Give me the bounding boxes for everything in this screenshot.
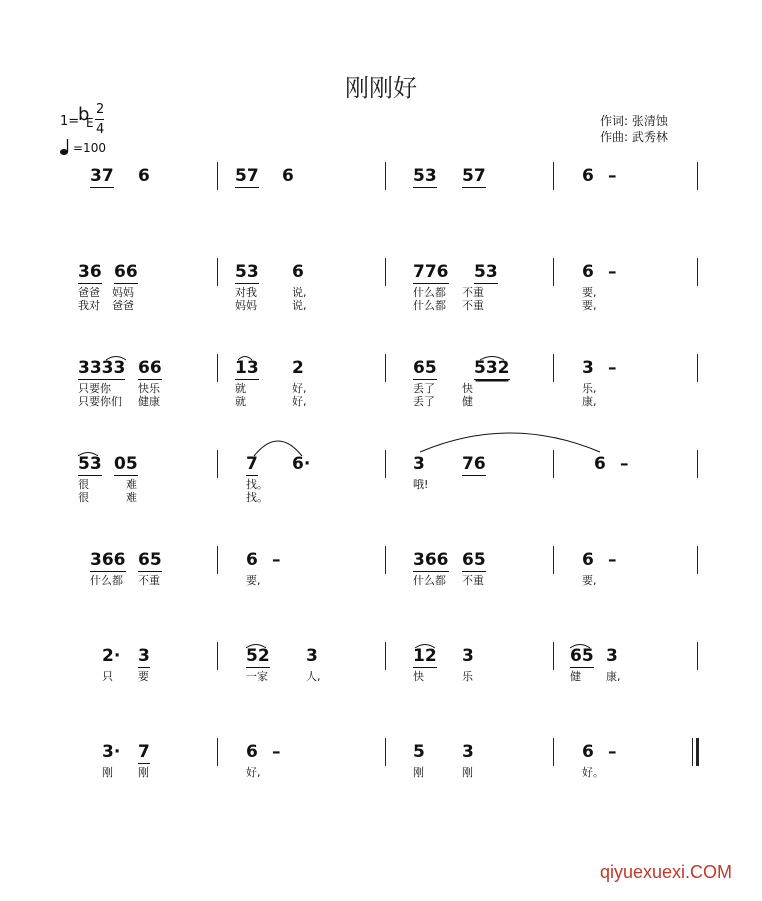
key-name: E (86, 116, 94, 130)
lyric-word: 刚 (138, 766, 149, 779)
lyric-word: 说, (292, 299, 307, 312)
note: 6 (594, 454, 606, 474)
flat-symbol: b (78, 104, 90, 125)
song-title: 刚刚好 (345, 74, 417, 102)
tie-row6-m3 (415, 645, 435, 649)
note: 366 (413, 550, 449, 570)
lyric-word: 什么都 (413, 286, 446, 299)
note: 53 (235, 262, 259, 282)
lyric-word: 乐 (462, 670, 473, 683)
lyricist-credit: 作词: 张清蚀 (600, 114, 668, 128)
lyric-word: 就 (235, 382, 246, 395)
note: 6 (582, 166, 594, 186)
lyric-word: 难 (126, 491, 137, 504)
note: 6 (282, 166, 294, 186)
lyric-word: 不重 (138, 574, 160, 587)
tie-row3-m3 (480, 357, 504, 361)
slur-row4-m3-m4 (420, 433, 600, 452)
lyric-word: 好, (292, 395, 307, 408)
lyric-word: 丢了 (413, 395, 435, 408)
note: 65 (413, 358, 437, 378)
key-prefix: 1= (60, 114, 80, 129)
lyric-word: 健康 (138, 395, 160, 408)
note: – (620, 454, 629, 474)
lyric-word: 不重 (462, 286, 484, 299)
slur-row4-m2 (254, 441, 302, 456)
note: – (608, 166, 617, 186)
note: – (608, 262, 617, 282)
note: 5 (413, 742, 425, 762)
note: 12 (413, 646, 437, 666)
note: 13 (235, 358, 259, 378)
tie-row6-m2 (246, 645, 266, 649)
note: 6· (292, 454, 311, 474)
lyric-word: 我对 (78, 299, 100, 312)
note: – (272, 550, 281, 570)
lyric-word: 丢了 (413, 382, 435, 395)
tie-row4-m1 (78, 453, 98, 457)
lyric-word: 刚 (413, 766, 424, 779)
tempo-marking: =100 (73, 141, 106, 155)
lyric-word: 不重 (462, 299, 484, 312)
watermark: qiyuexuexi.COM (599, 862, 732, 882)
note: 65 (462, 550, 486, 570)
lyric-word: 妈妈 (112, 286, 134, 299)
note: 6 (582, 262, 594, 282)
lyric-word: 对我 (235, 286, 257, 299)
lyric-word: 康, (606, 670, 621, 683)
note: – (608, 742, 617, 762)
note: 3333 (78, 358, 126, 378)
lyric-word: 健 (570, 670, 581, 683)
lyric-word: 一家 (246, 670, 268, 683)
note: 66 (114, 262, 138, 282)
lyric-word: 找。 (246, 491, 268, 504)
note: 57 (235, 166, 259, 186)
lyric-word: 要, (246, 574, 261, 587)
note: 7 (138, 742, 150, 762)
note: 3 (138, 646, 150, 666)
lyric-word: 什么都 (413, 574, 446, 587)
note: 37 (90, 166, 114, 186)
note: 3 (462, 646, 474, 666)
note: 3 (462, 742, 474, 762)
composer-credit: 作曲: 武秀林 (600, 130, 668, 144)
lyric-word: 什么都 (413, 299, 446, 312)
note: 2· (102, 646, 121, 666)
tie-row3-m2 (238, 357, 252, 361)
lyric-word: 快 (413, 670, 424, 683)
note: 53 (474, 262, 498, 282)
lyric-word: 只要你 (78, 382, 111, 395)
note: 53 (78, 454, 102, 474)
note: 6 (138, 166, 150, 186)
note: 366 (90, 550, 126, 570)
note: 6 (582, 742, 594, 762)
note: – (272, 742, 281, 762)
note: 2 (292, 358, 304, 378)
note: 6 (582, 550, 594, 570)
note: 65 (570, 646, 594, 666)
lyric-word: 人, (306, 670, 321, 683)
lyric-word: 好, (246, 766, 261, 779)
lyric-word: 只 (102, 670, 113, 683)
lyric-word: 刚 (462, 766, 473, 779)
note: 3 (606, 646, 618, 666)
note: 52 (246, 646, 270, 666)
lyric-word: 好, (292, 382, 307, 395)
lyric-word: 乐, (582, 382, 597, 395)
tie-row3-m1 (106, 357, 126, 361)
lyric-word: 什么都 (90, 574, 123, 587)
note: 7 (246, 454, 258, 474)
lyric-word: 爸爸 (78, 286, 100, 299)
note: – (608, 358, 617, 378)
lyric-word: 不重 (462, 574, 484, 587)
note: 57 (462, 166, 486, 186)
tie-row6-m4 (570, 645, 590, 649)
note: 3 (306, 646, 318, 666)
note: 532 (474, 358, 510, 378)
lyric-word: 妈妈 (235, 299, 257, 312)
lyric-word: 说, (292, 286, 307, 299)
lyric-word: 要, (582, 299, 597, 312)
lyric-word: 快 (462, 382, 473, 395)
lyric-word: 健 (462, 395, 473, 408)
lyric-word: 刚 (102, 766, 113, 779)
lyric-word: 难 (126, 478, 137, 491)
note: 66 (138, 358, 162, 378)
lyric-word: 要 (138, 670, 149, 683)
lyric-word: 找。 (246, 478, 268, 491)
note: 53 (413, 166, 437, 186)
note: 65 (138, 550, 162, 570)
lyric-word: 要, (582, 574, 597, 587)
lyric-word: 好。 (582, 766, 604, 779)
lyric-word: 快乐 (138, 382, 160, 395)
lyric-word: 就 (235, 395, 246, 408)
note: 3 (582, 358, 594, 378)
lyric-word: 哦! (413, 478, 429, 491)
lyric-word: 要, (582, 286, 597, 299)
note: 05 (114, 454, 138, 474)
note: 776 (413, 262, 449, 282)
lyric-word: 很 (78, 478, 89, 491)
note: 36 (78, 262, 102, 282)
note: 76 (462, 454, 486, 474)
note: – (608, 550, 617, 570)
note: 6 (292, 262, 304, 282)
lyric-word: 康, (582, 395, 597, 408)
lyric-word: 爸爸 (112, 299, 134, 312)
note: 6 (246, 550, 258, 570)
lyric-word: 很 (78, 491, 89, 504)
time-signature-bottom: 4 (96, 122, 105, 137)
note: 3· (102, 742, 121, 762)
lyric-word: 只要你们 (78, 395, 122, 408)
time-signature-top: 2 (96, 102, 105, 117)
note: 3 (413, 454, 425, 474)
note: 6 (246, 742, 258, 762)
